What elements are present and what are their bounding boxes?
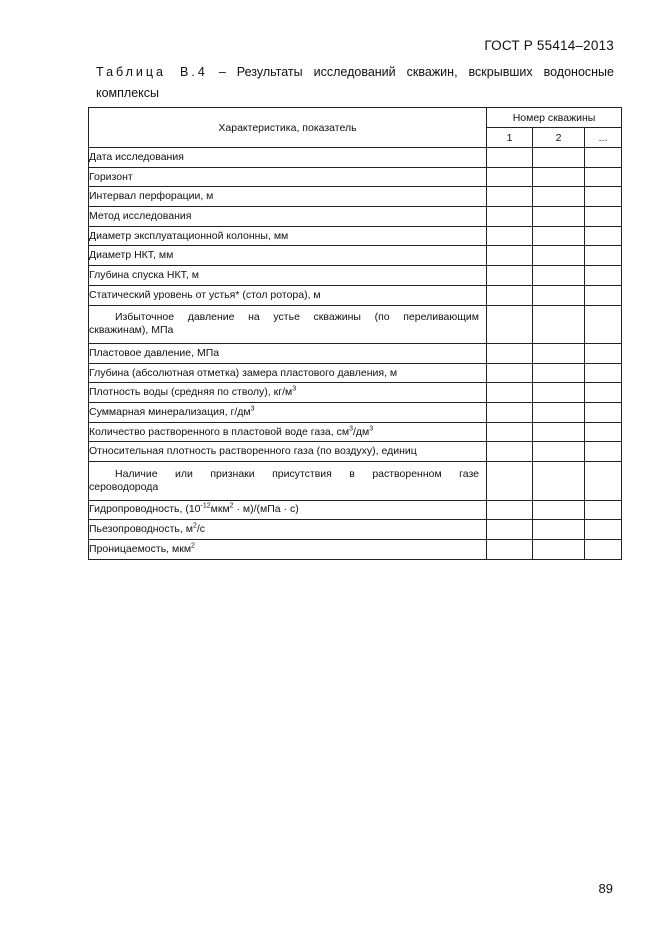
- row-text: Суммарная минерализация, г/дм: [89, 405, 251, 418]
- well-value-cell: [533, 383, 585, 403]
- row-text: Пьезопроводность, м: [89, 523, 193, 536]
- table-row: [89, 285, 622, 305]
- row-text: · м)/(мПа · с): [233, 503, 299, 516]
- well-value-cell: [487, 187, 533, 207]
- caption-text-1: Результаты исследований скважин, вскрывших водоносные: [236, 65, 614, 79]
- row-text-line-2: сероводорода: [89, 480, 159, 493]
- well-header-1: 1: [487, 128, 533, 148]
- row-characteristic: [89, 226, 487, 246]
- row-superscript: 3: [250, 405, 255, 413]
- well-value-cell: [585, 540, 622, 560]
- caption-label: Таблица В.4: [96, 65, 208, 79]
- well-value-cell: [533, 403, 585, 423]
- row-text: Интервал перфорации, м: [89, 190, 214, 203]
- well-value-cell: [487, 266, 533, 286]
- row-characteristic: [89, 207, 487, 227]
- row-text: Глубина (абсолютная отметка) замера пластового давления, м: [89, 366, 398, 379]
- characteristic-header: Характеристика, показатель: [89, 108, 487, 148]
- well-value-cell: [487, 207, 533, 227]
- row-text: Количество растворенного в пластовой воде газа, см: [89, 425, 350, 438]
- table-row: [89, 226, 622, 246]
- row-characteristic: [89, 167, 487, 187]
- well-value-cell: [585, 344, 622, 364]
- row-characteristic: [89, 540, 487, 560]
- row-text: Относительная плотность растворенного газа (по воздуху), единиц: [89, 445, 417, 458]
- well-value-cell: [585, 246, 622, 266]
- well-value-cell: [533, 500, 585, 520]
- well-value-cell: [533, 285, 585, 305]
- row-text-line-1: Наличие или признаки присутствия в растворенном газе: [115, 467, 479, 480]
- well-number-header: Номер скважины: [487, 108, 622, 128]
- well-value-cell: [585, 305, 622, 344]
- row-characteristic: [89, 422, 487, 442]
- row-text: Дата исследования: [89, 150, 184, 163]
- table-row: [89, 167, 622, 187]
- well-value-cell: [585, 422, 622, 442]
- well-value-cell: [533, 363, 585, 383]
- row-text-line-2: скважинам), МПа: [89, 324, 174, 337]
- table-caption: [96, 62, 614, 104]
- well-value-cell: [585, 442, 622, 462]
- row-characteristic: [89, 344, 487, 364]
- table-row: [89, 305, 622, 344]
- table-row: [89, 520, 622, 540]
- row-text: Проницаемость, мкм: [89, 542, 192, 555]
- table-row: [89, 266, 622, 286]
- well-value-cell: [585, 500, 622, 520]
- row-text: мкм: [210, 503, 230, 516]
- row-text: Плотность воды (средняя по стволу), кг/м: [89, 386, 293, 399]
- well-value-cell: [585, 226, 622, 246]
- row-characteristic: [89, 363, 487, 383]
- well-value-cell: [533, 246, 585, 266]
- well-value-cell: [533, 148, 585, 168]
- table-body: [89, 148, 622, 560]
- row-superscript: -12: [200, 502, 211, 510]
- well-value-cell: [533, 167, 585, 187]
- well-value-cell: [585, 403, 622, 423]
- well-value-cell: [585, 266, 622, 286]
- well-value-cell: [585, 167, 622, 187]
- well-value-cell: [487, 383, 533, 403]
- table-row: [89, 540, 622, 560]
- well-value-cell: [585, 462, 622, 501]
- row-text: Глубина спуска НКТ, м: [89, 268, 199, 281]
- table-row: [89, 207, 622, 227]
- row-superscript: 3: [369, 425, 374, 433]
- well-value-cell: [487, 246, 533, 266]
- table-row: [89, 344, 622, 364]
- row-characteristic: [89, 462, 487, 501]
- row-superscript: 3: [349, 425, 353, 433]
- row-superscript: 2: [191, 542, 195, 550]
- well-value-cell: [585, 520, 622, 540]
- row-text-line-1: Избыточное давление на устье скважины (по переливающим: [115, 311, 479, 324]
- row-text: Пластовое давление, МПа: [89, 346, 220, 359]
- well-value-cell: [585, 383, 622, 403]
- row-text: Диаметр эксплуатационной колонны, мм: [89, 229, 289, 242]
- well-value-cell: [533, 305, 585, 344]
- results-table: [88, 107, 622, 560]
- well-value-cell: [585, 207, 622, 227]
- page-number: 89: [598, 881, 613, 896]
- well-value-cell: [487, 363, 533, 383]
- well-value-cell: [585, 363, 622, 383]
- table-row: [89, 442, 622, 462]
- table-row: [89, 246, 622, 266]
- well-value-cell: [487, 520, 533, 540]
- well-value-cell: [533, 266, 585, 286]
- table-row: [89, 500, 622, 520]
- well-value-cell: [487, 167, 533, 187]
- well-value-cell: [533, 226, 585, 246]
- standard-number: ГОСТ Р 55414–2013: [484, 38, 614, 53]
- well-value-cell: [487, 403, 533, 423]
- row-text: Метод исследования: [89, 209, 192, 222]
- table-row: [89, 148, 622, 168]
- well-value-cell: [487, 422, 533, 442]
- row-characteristic: [89, 266, 487, 286]
- well-header-more: ...: [585, 128, 622, 148]
- row-characteristic: [89, 305, 487, 344]
- row-characteristic: [89, 246, 487, 266]
- well-value-cell: [533, 344, 585, 364]
- row-text: Статический уровень от устья* (стол ротора), м: [89, 288, 321, 301]
- row-characteristic: [89, 187, 487, 207]
- row-superscript: 3: [292, 385, 297, 393]
- well-value-cell: [533, 442, 585, 462]
- table-row: [89, 403, 622, 423]
- table-row: [89, 187, 622, 207]
- row-characteristic: [89, 148, 487, 168]
- row-text: /с: [196, 523, 206, 536]
- well-value-cell: [487, 500, 533, 520]
- well-value-cell: [487, 442, 533, 462]
- well-value-cell: [533, 207, 585, 227]
- caption-text-2: комплексы: [96, 86, 160, 100]
- row-text: Гидропроводность, (10: [89, 503, 201, 516]
- well-value-cell: [533, 187, 585, 207]
- row-characteristic: [89, 383, 487, 403]
- well-value-cell: [533, 422, 585, 442]
- well-value-cell: [487, 285, 533, 305]
- row-text: Горизонт: [89, 170, 133, 183]
- row-superscript: 2: [229, 502, 234, 510]
- well-value-cell: [585, 285, 622, 305]
- well-value-cell: [533, 462, 585, 501]
- row-text: /дм: [352, 425, 370, 438]
- caption-line-1: [96, 62, 614, 83]
- row-text: Диаметр НКТ, мм: [89, 249, 174, 262]
- caption-dash: –: [218, 65, 226, 79]
- row-characteristic: [89, 520, 487, 540]
- table-row: [89, 462, 622, 501]
- well-value-cell: [487, 344, 533, 364]
- well-value-cell: [533, 540, 585, 560]
- row-characteristic: [89, 500, 487, 520]
- row-characteristic: [89, 442, 487, 462]
- well-value-cell: [533, 520, 585, 540]
- row-characteristic: [89, 285, 487, 305]
- well-header-2: 2: [533, 128, 585, 148]
- row-superscript: 2: [192, 522, 197, 530]
- well-value-cell: [487, 540, 533, 560]
- well-value-cell: [487, 148, 533, 168]
- table-row: [89, 363, 622, 383]
- well-value-cell: [585, 187, 622, 207]
- well-value-cell: [487, 462, 533, 501]
- row-characteristic: [89, 403, 487, 423]
- table-row: [89, 422, 622, 442]
- well-value-cell: [487, 305, 533, 344]
- table-row: [89, 383, 622, 403]
- well-value-cell: [487, 226, 533, 246]
- well-value-cell: [585, 148, 622, 168]
